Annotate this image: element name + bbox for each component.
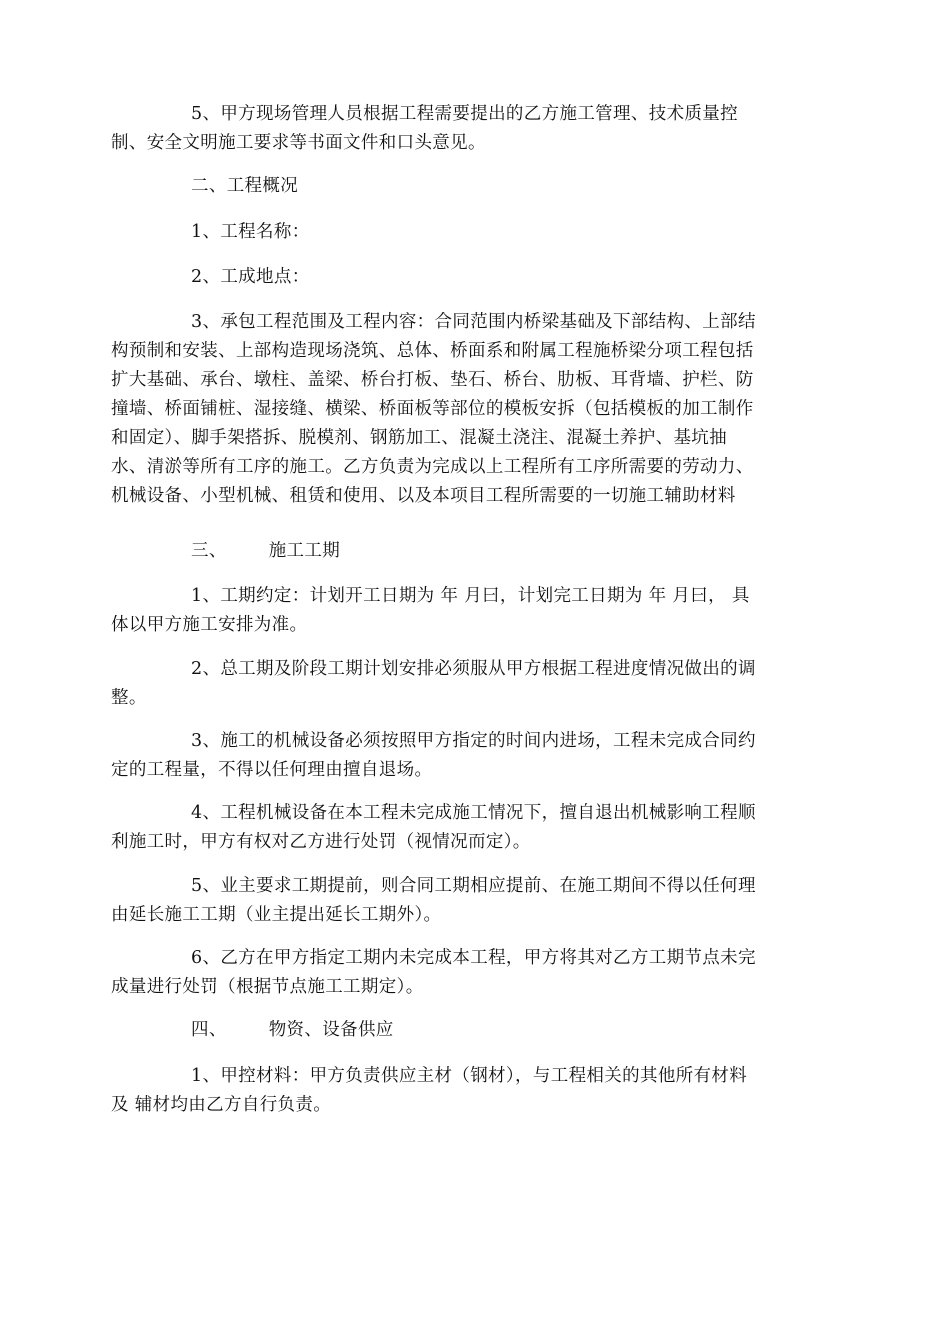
text-line: 3、承包工程范围及工程内容：合同范围内桥梁基础及下部结构、上部结 bbox=[191, 312, 756, 332]
heading-number: 三、 bbox=[191, 541, 227, 561]
text-line: 6、乙方在甲方指定工期内未完成本工程，甲方将其对乙方工期节点未完 bbox=[191, 948, 756, 968]
paragraph-schedule-2 bbox=[111, 655, 841, 713]
paragraph-schedule-6 bbox=[111, 944, 841, 1002]
text-line: 机械设备、小型机械、租赁和使用、以及本项目工程所需要的一切施工辅助材料 bbox=[111, 486, 736, 506]
text-line: 2、工成地点： bbox=[191, 267, 310, 287]
text-line: 3、施工的机械设备必须按照甲方指定的时间内进场，工程未完成合同约 bbox=[191, 731, 756, 751]
heading-text: 二、工程概况 bbox=[191, 176, 299, 196]
text-line: 及 辅材均由乙方自行负责。 bbox=[111, 1095, 332, 1115]
paragraph-supply-1 bbox=[111, 1062, 841, 1120]
text-line: 4、工程机械设备在本工程未完成施工情况下，擅自退出机械影响工程顺 bbox=[191, 803, 756, 823]
paragraph-schedule-5 bbox=[111, 872, 841, 930]
text-line: 和固定）、脚手架搭拆、脱模剂、钢筋加工、混凝土浇注、混凝土养护、基坑抽 bbox=[111, 428, 727, 448]
text-line: 定的工程量，不得以任何理由擅自退场。 bbox=[111, 760, 433, 780]
text-line: 2、总工期及阶段工期计划安排必须服从甲方根据工程进度情况做出的调 bbox=[191, 659, 756, 679]
text-line: 1、工程名称： bbox=[191, 222, 310, 242]
paragraph-schedule-3 bbox=[111, 727, 841, 785]
text-line: 制、安全文明施工要求等书面文件和口头意见。 bbox=[111, 133, 486, 153]
heading-text bbox=[111, 537, 841, 566]
section-heading-schedule bbox=[111, 537, 841, 566]
heading-title: 物资、设备供应 bbox=[268, 1020, 394, 1040]
text-line: 5、业主要求工期提前，则合同工期相应提前、在施工期间不得以任何理 bbox=[191, 876, 756, 896]
text-line: 1、工期约定：计划开工日期为 年 月曰，计划完工日期为 年 月曰， 具 bbox=[191, 586, 750, 606]
heading-text bbox=[111, 1016, 841, 1045]
text-line: 水、清淤等所有工序的施工。乙方负责为完成以上工程所有工序所需要的劳动力、 bbox=[111, 457, 754, 477]
text-line: 撞墙、桥面铺桩、湿接缝、横梁、桥面板等部位的模板安拆（包括模板的加工制作 bbox=[111, 399, 754, 419]
text-line: 整。 bbox=[111, 688, 147, 708]
text-line: 扩大基础、承台、墩柱、盖梁、桥台打板、垫石、桥台、肋板、耳背墙、护栏、防 bbox=[111, 370, 754, 390]
paragraph-clause-5 bbox=[111, 100, 841, 158]
text-line: 利施工时，甲方有权对乙方进行处罚（视情况而定）。 bbox=[111, 832, 531, 852]
heading-title: 施工工期 bbox=[268, 541, 341, 561]
item-project-location bbox=[111, 263, 841, 292]
section-heading-supply bbox=[111, 1016, 841, 1045]
paragraph-schedule-4 bbox=[111, 799, 841, 857]
text-line: 1、甲控材料：甲方负责供应主材（钢材），与工程相关的其他所有材料 bbox=[191, 1066, 748, 1086]
paragraph-schedule-1 bbox=[111, 582, 841, 640]
item-project-name bbox=[111, 218, 841, 247]
paragraph-scope bbox=[111, 308, 841, 511]
text-line: 5、甲方现场管理人员根据工程需要提出的乙方施工管理、技术质量控 bbox=[191, 104, 738, 124]
text-line: 由延长施工工期（业主提出延长工期外）。 bbox=[111, 905, 442, 925]
text-line: 成量进行处罚（根据节点施工工期定）。 bbox=[111, 977, 424, 997]
text-line: 构预制和安装、上部构造现场浇筑、总体、桥面系和附属工程施桥梁分项工程包括 bbox=[111, 341, 754, 361]
section-heading-overview bbox=[111, 172, 841, 201]
heading-number: 四、 bbox=[191, 1020, 227, 1040]
text-line: 体以甲方施工安排为准。 bbox=[111, 615, 308, 635]
